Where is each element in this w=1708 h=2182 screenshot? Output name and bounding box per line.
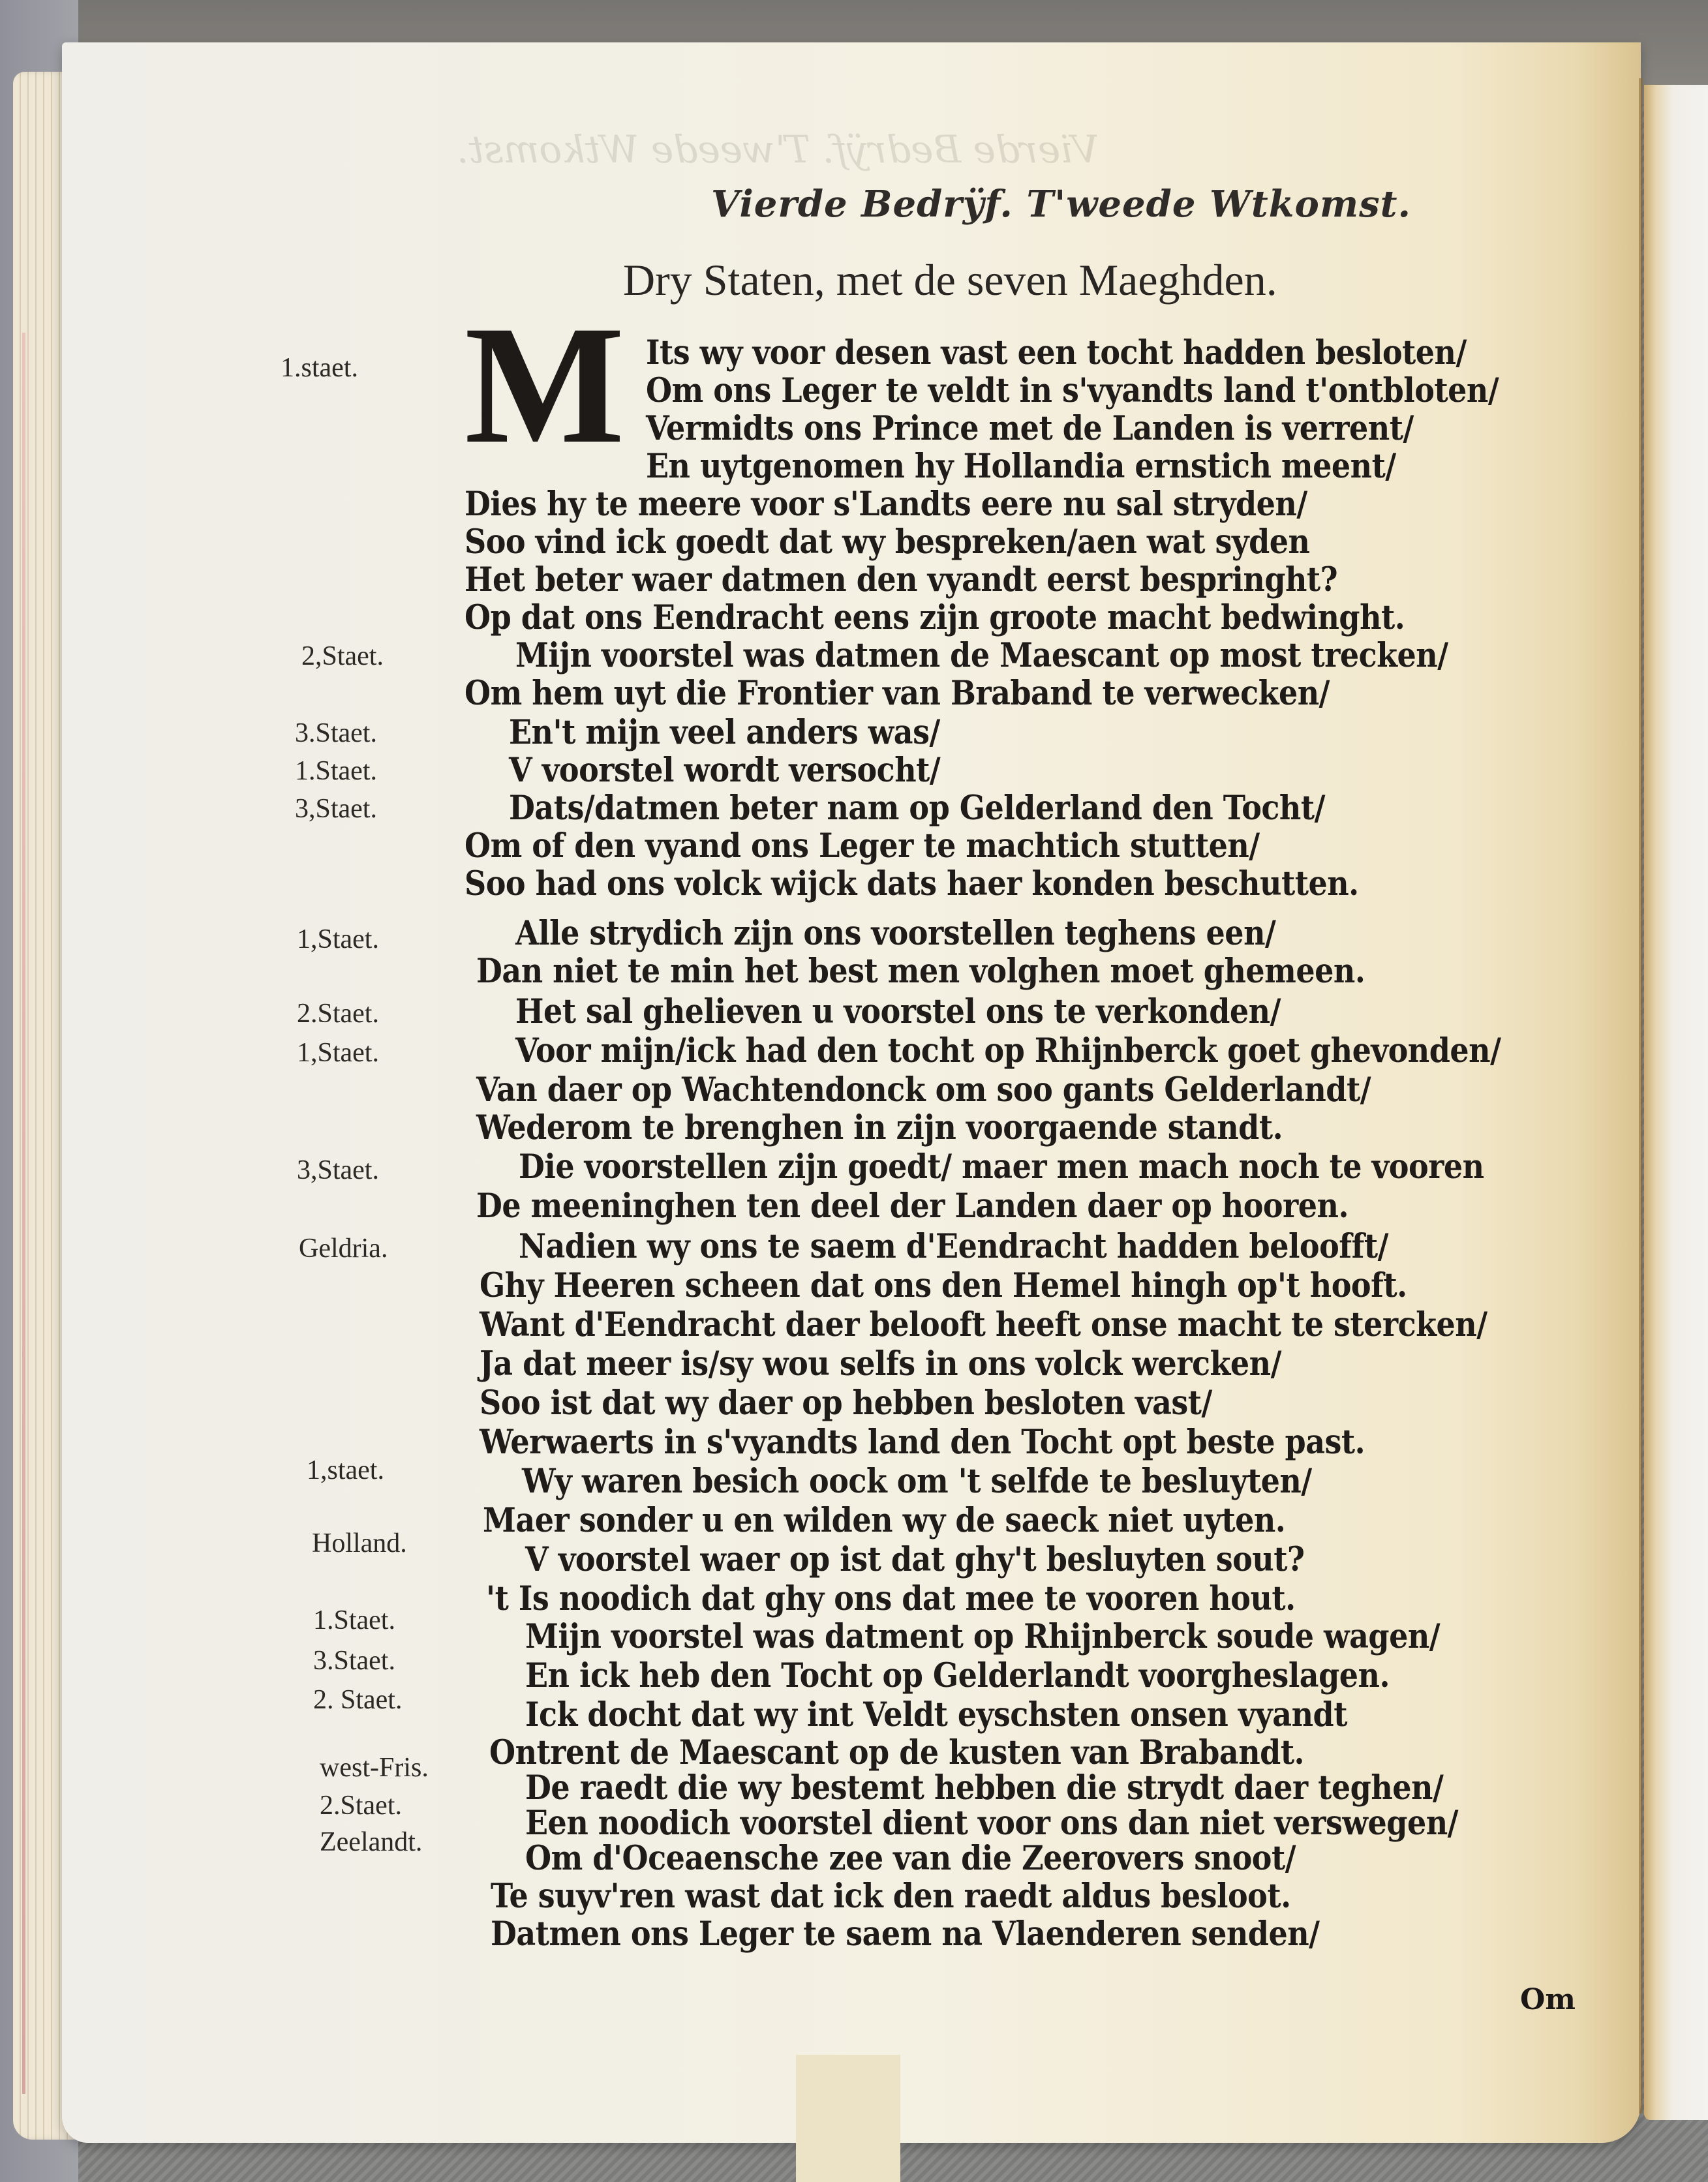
speaker-label: 3,Staet. xyxy=(297,1155,379,1185)
verse-line: En uytgenomen hy Hollandia ernstich meent/ xyxy=(646,446,1396,486)
speaker-label: 3.Staet. xyxy=(295,718,377,748)
verse-line: Om ons Leger te veldt in s'vyandts land t'ontbloten/ xyxy=(646,371,1499,410)
speaker-label: 2,Staet. xyxy=(301,641,384,671)
verse-line: Het beter waer datmen den vyandt eerst bespringht? xyxy=(465,560,1338,599)
speaker-label: 1.staet. xyxy=(281,353,358,383)
verse-line: Nadien wy ons te saem d'Eendracht hadden beloofft/ xyxy=(519,1226,1388,1266)
verse-line: Mijn voorstel was datment op Rhijnberck soude wagen/ xyxy=(525,1616,1441,1656)
verse-line: Wy waren besich oock om 't selfde te besluyten/ xyxy=(522,1461,1312,1501)
verse-line: Ghy Heeren scheen dat ons den Hemel hingh op't hooft. xyxy=(480,1265,1407,1305)
verse-line: Ick docht dat wy int Veldt eyschsten onsen vyandt xyxy=(525,1695,1347,1735)
verse-line: V voorstel waer op ist dat ghy't besluyten sout? xyxy=(525,1539,1305,1579)
scene-title: Dry Staten, met de seven Maeghden. xyxy=(623,255,1277,305)
verse-line: Want d'Eendracht daer belooft heeft onse macht te stercken/ xyxy=(480,1305,1487,1344)
speaker-label: 1,Staet. xyxy=(297,1038,379,1068)
speaker-label: west-Fris. xyxy=(320,1753,429,1783)
speaker-label: 1.Staet. xyxy=(295,756,377,786)
verse-line: Dats/datmen beter nam op Gelderland den Tocht/ xyxy=(509,788,1325,828)
running-head: Vierde Bedrÿf. T'weede Wtkomst. xyxy=(711,183,1412,226)
verse-line: Om hem uyt die Frontier van Braband te verwecken/ xyxy=(465,673,1330,713)
verse-line: Wederom te brenghen in zijn voorgaende standt. xyxy=(476,1108,1283,1147)
speaker-label: 1,staet. xyxy=(307,1455,384,1485)
speaker-label: 3.Staet. xyxy=(313,1646,395,1676)
verse-line: Het sal ghelieven u voorstel ons te verkonden/ xyxy=(515,992,1281,1031)
verse-line: Soo vind ick goedt dat wy bespreken/aen wat syden xyxy=(465,522,1310,562)
verse-line: Its wy voor desen vast een tocht hadden besloten/ xyxy=(646,333,1467,372)
verse-line: Van daer op Wachtendonck om soo gants Gelderlandt/ xyxy=(476,1070,1371,1110)
verse-line: Voor mijn/ick had den tocht op Rhijnberck goet ghevonden/ xyxy=(515,1031,1501,1070)
verse-line: Te suyv'ren wast dat ick den raedt aldus besloot. xyxy=(491,1876,1291,1916)
speaker-label: 3,Staet. xyxy=(295,794,377,824)
verse-line: De raedt die wy bestemt hebben die strydt daer teghen/ xyxy=(525,1768,1444,1808)
verse-line: Dies hy te meere voor s'Landts eere nu sal stryden/ xyxy=(465,484,1307,524)
speaker-label: 1,Staet. xyxy=(297,924,379,954)
verse-line: Maer sonder u en wilden wy de saeck niet uyten. xyxy=(483,1500,1286,1540)
drop-cap: M xyxy=(465,291,625,479)
speaker-label: Geldria. xyxy=(299,1234,388,1264)
catchword: Om xyxy=(1520,1983,1576,2016)
verse-line: De meeninghen ten deel der Landen daer op hooren. xyxy=(476,1186,1349,1226)
verse-line: Werwaerts in s'vyandts land den Tocht opt beste past. xyxy=(480,1422,1365,1462)
verse-line: Soo had ons volck wijck dats haer konden beschutten. xyxy=(465,864,1359,903)
verse-line: Op dat ons Eendracht eens zijn groote macht bedwinght. xyxy=(465,598,1405,637)
verse-line: Mijn voorstel was datmen de Maescant op most trecken/ xyxy=(515,635,1448,675)
verse-line: Om of den vyand ons Leger te machtich stutten/ xyxy=(465,826,1260,866)
verse-line: Een noodich voorstel dient voor ons dan niet verswegen/ xyxy=(525,1803,1458,1843)
bleed-through-text: Vierde Bedrÿf. T'weede Wtkomst. xyxy=(457,127,1099,172)
verse-line: Vermidts ons Prince met de Landen is verrent/ xyxy=(646,408,1414,448)
verse-line: En't mijn veel anders was/ xyxy=(509,712,940,752)
speaker-label: Holland. xyxy=(312,1528,407,1558)
verse-line: Soo ist dat wy daer op hebben besloten vast/ xyxy=(480,1383,1212,1423)
speaker-label: 1.Staet. xyxy=(313,1605,395,1635)
speaker-label: 2. Staet. xyxy=(313,1685,403,1715)
verse-line: Datmen ons Leger te saem na Vlaenderen senden/ xyxy=(491,1914,1320,1954)
verse-line: Dan niet te min het best men volghen moet ghemeen. xyxy=(476,951,1365,991)
verse-line: Alle strydich zijn ons voorstellen teghens een/ xyxy=(515,913,1276,953)
speaker-label: 2.Staet. xyxy=(320,1791,402,1821)
verse-line: V voorstel wordt versocht/ xyxy=(509,750,941,790)
verse-line: Ontrent de Maescant op de kusten van Brabandt. xyxy=(489,1733,1305,1772)
speaker-label: Zeelandt. xyxy=(320,1827,423,1857)
verse-line: Om d'Oceaensche zee van die Zeerovers snoot/ xyxy=(525,1838,1296,1878)
speaker-label: 2.Staet. xyxy=(297,999,379,1029)
verse-line: 't Is noodich dat ghy ons dat mee te vooren hout. xyxy=(486,1579,1296,1618)
verse-line: Die voorstellen zijn goedt/ maer men mach noch te vooren xyxy=(519,1147,1484,1187)
verse-line: En ick heb den Tocht op Gelderlandt voorgheslagen. xyxy=(525,1656,1390,1695)
verse-line: Ja dat meer is/sy wou selfs in ons volck wercken/ xyxy=(480,1344,1281,1384)
